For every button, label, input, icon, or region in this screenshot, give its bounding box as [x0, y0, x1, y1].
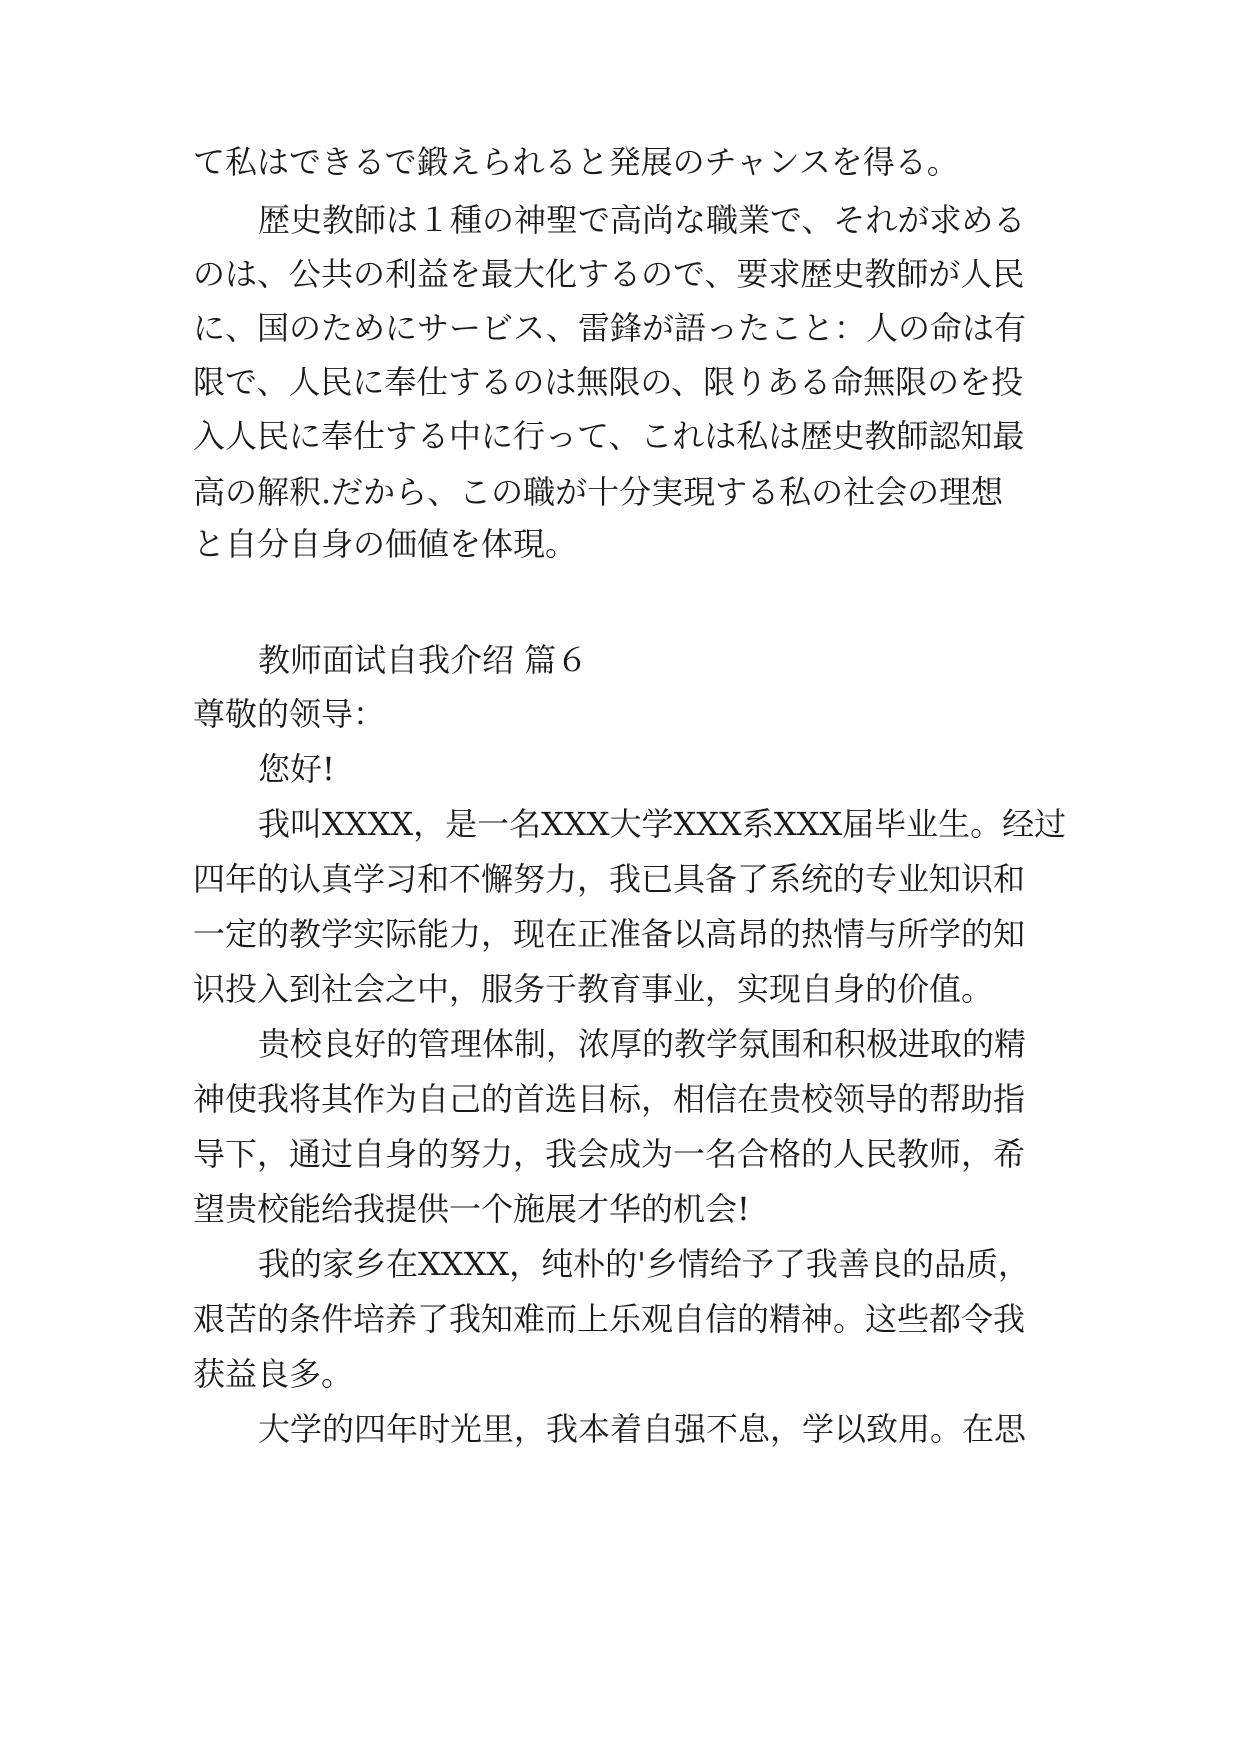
text-line: 获益良多。	[193, 1355, 354, 1393]
paragraph-start-line: 我的家乡在XXXX，纯朴的'乡情给予了我善良的品质，	[258, 1245, 1030, 1283]
greeting: 您好!	[258, 750, 335, 788]
text-line: 导下，通过自身的努力，我会成为一名合格的人民教师，希	[193, 1135, 1026, 1173]
text-line: 神使我将其作为自己的首选目标，相信在贵校领导的帮助指	[193, 1080, 1026, 1118]
text-line: 望贵校能给我提供一个施展才华的机会!	[193, 1190, 750, 1228]
text-line: と自分自身の価値を体現。	[193, 525, 578, 563]
text-line: 高の解釈.だから、この職が十分実現する私の社会の理想	[193, 473, 1004, 511]
text-line: 四年的认真学习和不懈努力，我已具备了系统的专业知识和	[193, 860, 1026, 898]
paragraph-start-line: 贵校良好的管理体制，浓厚的教学氛围和积极进取的精	[258, 1025, 1027, 1063]
paragraph-start-line: 歴史教師は１種の神聖で高尚な職業で、それが求める	[258, 201, 1026, 239]
text-line: 入人民に奉仕する中に行って、これは私は歴史教師認知最	[193, 417, 1025, 455]
text-line: のは、公共の利益を最大化するので、要求歴史教師が人民	[193, 255, 1025, 293]
paragraph-start-line: 我叫XXXX，是一名XXX大学XXX系XXX届毕业生。经过	[258, 805, 1067, 843]
text-line: 识投入到社会之中，服务于教育事业，实现自身的价值。	[193, 970, 994, 1008]
paragraph-start-line: 大学的四年时光里，我本着自强不息，学以致用。在思	[258, 1410, 1027, 1448]
text-line: 一定的教学实际能力，现在正准备以高昂的热情与所学的知	[193, 915, 1026, 953]
section-heading: 教师面试自我介绍 篇６	[258, 641, 589, 679]
text-line: に、国のためにサービス、雷鋒が語ったこと：人の命は有	[193, 309, 1026, 347]
text-line: 限で、人民に奉仕するのは無限の、限りある命無限のを投	[193, 363, 1024, 401]
text-line: て私はできるで鍛えられると発展のチャンスを得る。	[193, 143, 959, 181]
text-line: 艰苦的条件培养了我知难而上乐观自信的精神。这些都令我	[193, 1300, 1026, 1338]
salutation: 尊敬的领导：	[193, 695, 386, 733]
